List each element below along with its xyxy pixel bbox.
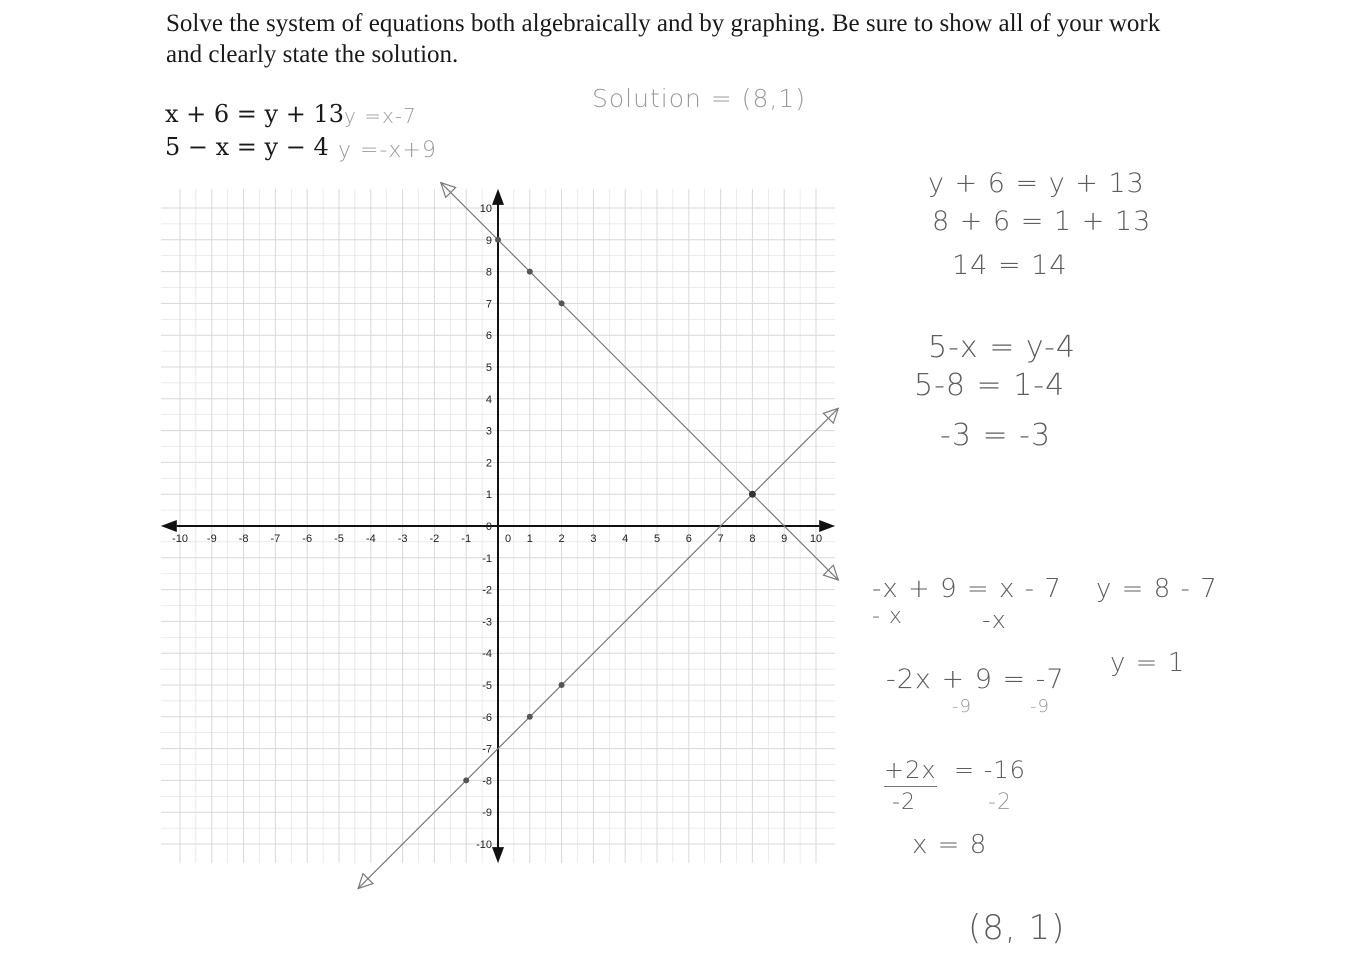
plotted-point: [527, 269, 533, 275]
handwritten-work-line3-den: -2: [892, 790, 916, 815]
handwritten-work-line1-sub2: -x: [982, 606, 1007, 634]
y-tick-label: -4: [482, 648, 492, 661]
plotted-point: [527, 714, 533, 720]
y-tick-label: -9: [482, 807, 492, 820]
x-tick-label: 2: [558, 533, 565, 545]
handwritten-check2-line3: -3 = -3: [940, 418, 1052, 453]
y-tick-label: 0: [485, 521, 492, 533]
y-tick-label: 7: [485, 298, 492, 311]
y-tick-label: -3: [482, 616, 492, 629]
y-tick-label: 10: [479, 203, 492, 215]
handwritten-work-y-line2: y = 1: [1110, 648, 1186, 678]
y-tick-label: 8: [485, 266, 492, 279]
plotted-point: [559, 300, 565, 306]
handwritten-work-line2-sub2: -9: [1030, 696, 1050, 717]
x-tick-label: 10: [809, 533, 823, 545]
x-tick-label: -4: [365, 533, 376, 545]
handwritten-work-line2-sub: -9: [952, 696, 972, 717]
plotted-point: [495, 237, 501, 243]
x-tick-label: -6: [302, 533, 313, 545]
x-tick-label: 9: [781, 533, 788, 545]
plotted-point: [559, 682, 565, 688]
x-tick-label: 4: [622, 533, 629, 545]
x-tick-label: 1: [526, 533, 533, 545]
x-tick-label: -5: [334, 533, 344, 545]
handwritten-work-line1: -x + 9 = x - 7: [872, 574, 1062, 604]
plotted-point: [463, 777, 469, 783]
x-tick-label: -7: [270, 533, 281, 545]
x-tick-label: -8: [238, 533, 249, 545]
x-tick-label: -1: [461, 533, 472, 545]
handwritten-solution-top: Solution = (8,1): [592, 84, 806, 113]
handwritten-check2-line1: 5-x = y-4: [928, 330, 1077, 365]
y-tick-label: 9: [485, 234, 492, 247]
x-axis-arrow-right: [819, 520, 835, 532]
handwritten-work-line3-num: +2x: [884, 756, 937, 787]
handwritten-work-x-value: x = 8: [912, 830, 988, 860]
y-tick-label: 5: [485, 362, 492, 374]
y-tick-label: -2: [482, 584, 492, 597]
handwritten-work-line1-sub: - x: [872, 604, 903, 629]
x-tick-label: 7: [717, 533, 724, 545]
intersection-point: [749, 491, 756, 498]
x-tick-label: -9: [206, 533, 217, 545]
y-tick-label: -7: [482, 743, 492, 756]
handwritten-work-line3-den2: -2: [988, 790, 1012, 815]
graphed-line: [441, 183, 839, 581]
x-tick-label: 0: [504, 533, 512, 545]
handwritten-check1-line3: 14 = 14: [952, 250, 1068, 281]
x-tick-label: 8: [749, 533, 756, 545]
y-tick-label: 4: [485, 393, 492, 406]
x-axis-arrow-left: [161, 520, 177, 532]
y-axis-arrow-down: [492, 847, 504, 863]
x-tick-label: 5: [653, 533, 661, 545]
x-tick-label: 3: [590, 533, 597, 545]
y-tick-label: -5: [482, 680, 492, 692]
y-tick-label: 1: [485, 489, 492, 502]
handwritten-check2-line2: 5-8 = 1-4: [914, 368, 1066, 403]
handwritten-check1-line1: y + 6 = y + 13: [928, 168, 1145, 199]
x-tick-label: -10: [172, 533, 188, 545]
y-tick-label: -6: [482, 711, 492, 724]
y-tick-label: 6: [485, 330, 492, 343]
y-tick-label: -1: [482, 552, 492, 565]
y-tick-label: -10: [476, 839, 492, 851]
handwritten-work-line3-eq: = -16: [954, 756, 1026, 784]
y-axis-arrow-up: [492, 189, 504, 205]
handwritten-slope-form-2: y =-x+9: [338, 138, 437, 163]
x-tick-label: 6: [685, 533, 692, 545]
graphed-line: [358, 408, 838, 888]
y-tick-label: 2: [485, 457, 492, 470]
handwritten-work-line2: -2x + 9 = -7: [886, 664, 1065, 695]
handwritten-slope-form-1: y =x-7: [344, 104, 417, 128]
instructions-text: Solve the system of equations both algebraically and by graphing. Be sure to show all of your work and clearly state the solution.: [166, 10, 1161, 68]
equation-1: x + 6 = y + 13: [165, 100, 345, 128]
y-tick-label: 3: [485, 425, 492, 438]
handwritten-final-answer: (8, 1): [968, 908, 1066, 948]
equation-2: 5 − x = y − 4: [165, 133, 329, 161]
handwritten-work-y-line1: y = 8 - 7: [1096, 574, 1218, 604]
y-tick-label: -8: [482, 775, 492, 788]
handwritten-check1-line2: 8 + 6 = 1 + 13: [932, 206, 1152, 237]
x-tick-label: -3: [397, 533, 408, 545]
x-tick-label: -2: [429, 533, 440, 545]
